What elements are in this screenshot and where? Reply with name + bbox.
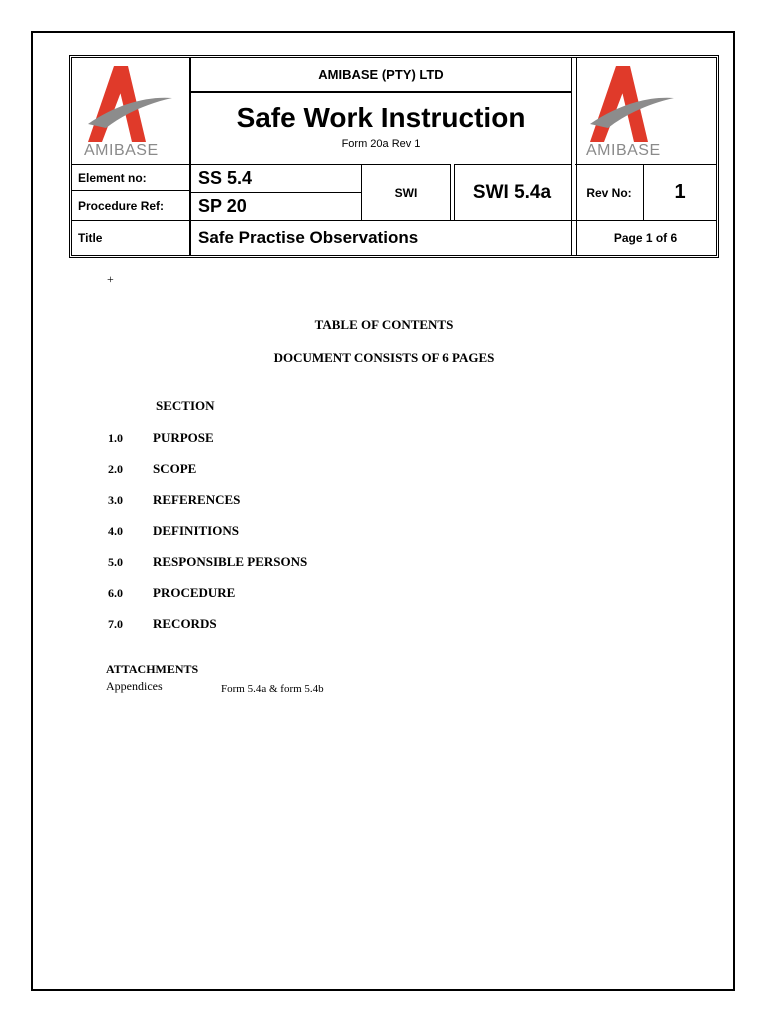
toc-item-number: 6.0	[108, 586, 123, 600]
toc-item-label: PURPOSE	[153, 430, 214, 445]
procedure-value: SP 20	[198, 196, 247, 216]
amibase-logo-right	[586, 64, 676, 144]
toc-title: TABLE OF CONTENTS	[314, 317, 454, 332]
toc-item-label: DEFINITIONS	[153, 523, 239, 538]
section-heading: SECTION	[156, 398, 215, 413]
element-label: Element no:	[78, 170, 147, 185]
title-value: Safe Practise Observations	[198, 228, 419, 247]
logo-text-left: AMIBASE	[84, 142, 159, 159]
toc-item-label: REFERENCES	[153, 492, 241, 507]
company-name: AMIBASE (PTY) LTD	[318, 67, 444, 82]
rev-value: 1	[674, 181, 686, 203]
document-header-table	[69, 55, 719, 258]
procedure-label: Procedure Ref:	[78, 198, 165, 213]
appendices-label: Appendices	[106, 679, 163, 693]
amibase-logo-left	[84, 64, 174, 144]
swi-label: SWI	[394, 185, 418, 200]
logo-text-right: AMIBASE	[586, 142, 661, 159]
title-label: Title	[78, 231, 103, 245]
toc-item-number: 2.0	[108, 462, 123, 476]
divider	[191, 91, 571, 93]
appendices-value: Form 5.4a & form 5.4b	[221, 683, 324, 695]
plus-mark: +	[107, 272, 114, 286]
toc-item-number: 5.0	[108, 555, 123, 569]
page-indicator: Page 1 of 6	[613, 231, 678, 245]
attachments-heading: ATTACHMENTS	[106, 662, 199, 676]
page-count-note: DOCUMENT CONSISTS OF 6 PAGES	[273, 350, 495, 365]
document-title: Safe Work Instruction	[236, 102, 526, 133]
element-value: SS 5.4	[198, 168, 253, 188]
toc-item-label: SCOPE	[153, 461, 197, 476]
form-reference: Form 20a Rev 1	[341, 138, 421, 150]
rev-label: Rev No:	[586, 185, 632, 200]
toc-item-label: RECORDS	[153, 616, 217, 631]
swi-value: SWI 5.4a	[472, 181, 552, 203]
toc-item-number: 3.0	[108, 493, 123, 507]
toc-item-label: PROCEDURE	[153, 585, 236, 600]
toc-item-number: 1.0	[108, 431, 123, 445]
toc-item-label: RESPONSIBLE PERSONS	[153, 554, 308, 569]
toc-item-number: 7.0	[108, 617, 123, 631]
toc-item-number: 4.0	[108, 524, 123, 538]
